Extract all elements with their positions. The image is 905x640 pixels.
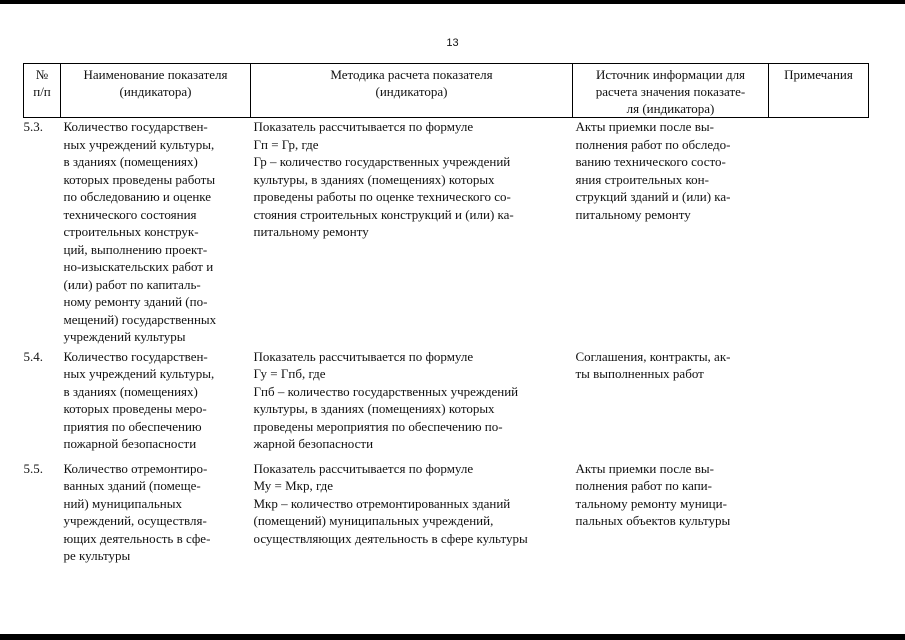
table-header-row bbox=[24, 64, 869, 118]
method-cell: Показатель рассчитывается по формуле Му = Мкр, где Мкр – количество отремонтированных зданий (помещений) муниципальных учреждений, осуществляющих деятельность в сфере культуры bbox=[253, 460, 528, 546]
page-number: 13 bbox=[446, 37, 459, 49]
source-cell: Соглашения, контракты, ак- ты выполненных работ bbox=[575, 348, 731, 381]
note-cell bbox=[769, 458, 869, 565]
header-source: Источник информации для расчета значения показате- ля (индикатора) bbox=[573, 64, 769, 118]
method-cell: Показатель рассчитывается по формуле Гу = Гпб, где Гпб – количество государственных учреждений культуры, в зданиях (помещениях) которых проведены мероприятия по обеспечению по- жарной безопасности bbox=[253, 348, 519, 451]
source-cell: Акты приемки после вы- полнения работ по обследо- ванию технического состо- яния строительных кон- струкций зданий и (или) ка- питальному ремонту bbox=[575, 119, 731, 222]
row-number: 5.3. bbox=[23, 119, 43, 134]
indicator-name-cell: Количество государствен- ных учреждений культуры, в зданиях (помещениях) которых проведены работы по обследованию и оценке технического состояния строительных конструк- ций, выполнению проект- но-изыскательских работ и (или) работ по капиталь- ному ремонту зданий (по- мещений) государственных учреждений культуры bbox=[63, 119, 217, 344]
row-number: 5.4. bbox=[23, 348, 43, 364]
indicator-name-cell: Количество отремонтиро- ванных зданий (помеще- ний) муниципальных учреждений, осуществля- ющих деятельность в сфе- ре культуры bbox=[63, 460, 211, 563]
indicator-table-container bbox=[23, 63, 868, 565]
table-row bbox=[24, 458, 869, 565]
table-row bbox=[24, 118, 869, 346]
indicator-name-cell: Количество государствен- ных учреждений культуры, в зданиях (помещениях) которых проведены меро- приятия по обеспечению пожарной безопасности bbox=[63, 348, 215, 451]
header-name: Наименование показателя (индикатора) bbox=[61, 64, 251, 118]
row-number: 5.5. bbox=[23, 460, 43, 476]
top-border-rule bbox=[0, 0, 905, 4]
indicator-table bbox=[23, 63, 869, 565]
note-cell bbox=[769, 346, 869, 458]
bottom-border-rule bbox=[0, 634, 905, 640]
note-cell bbox=[769, 118, 869, 346]
header-note: Примечания bbox=[769, 64, 869, 118]
method-cell: Показатель рассчитывается по формуле Гп = Гр, где Гр – количество государственных учреждений культуры, в зданиях (помещениях) которых проведены работы по оценке технического со- стояния строительных конструкций и (или) ка- питальному ремонту bbox=[253, 119, 514, 239]
table-row bbox=[24, 346, 869, 458]
header-method: Методика расчета показателя (индикатора) bbox=[251, 64, 573, 118]
header-num: № п/п bbox=[24, 64, 61, 118]
source-cell: Акты приемки после вы- полнения работ по капи- тальному ремонту муници- пальных объектов культуры bbox=[575, 460, 731, 528]
